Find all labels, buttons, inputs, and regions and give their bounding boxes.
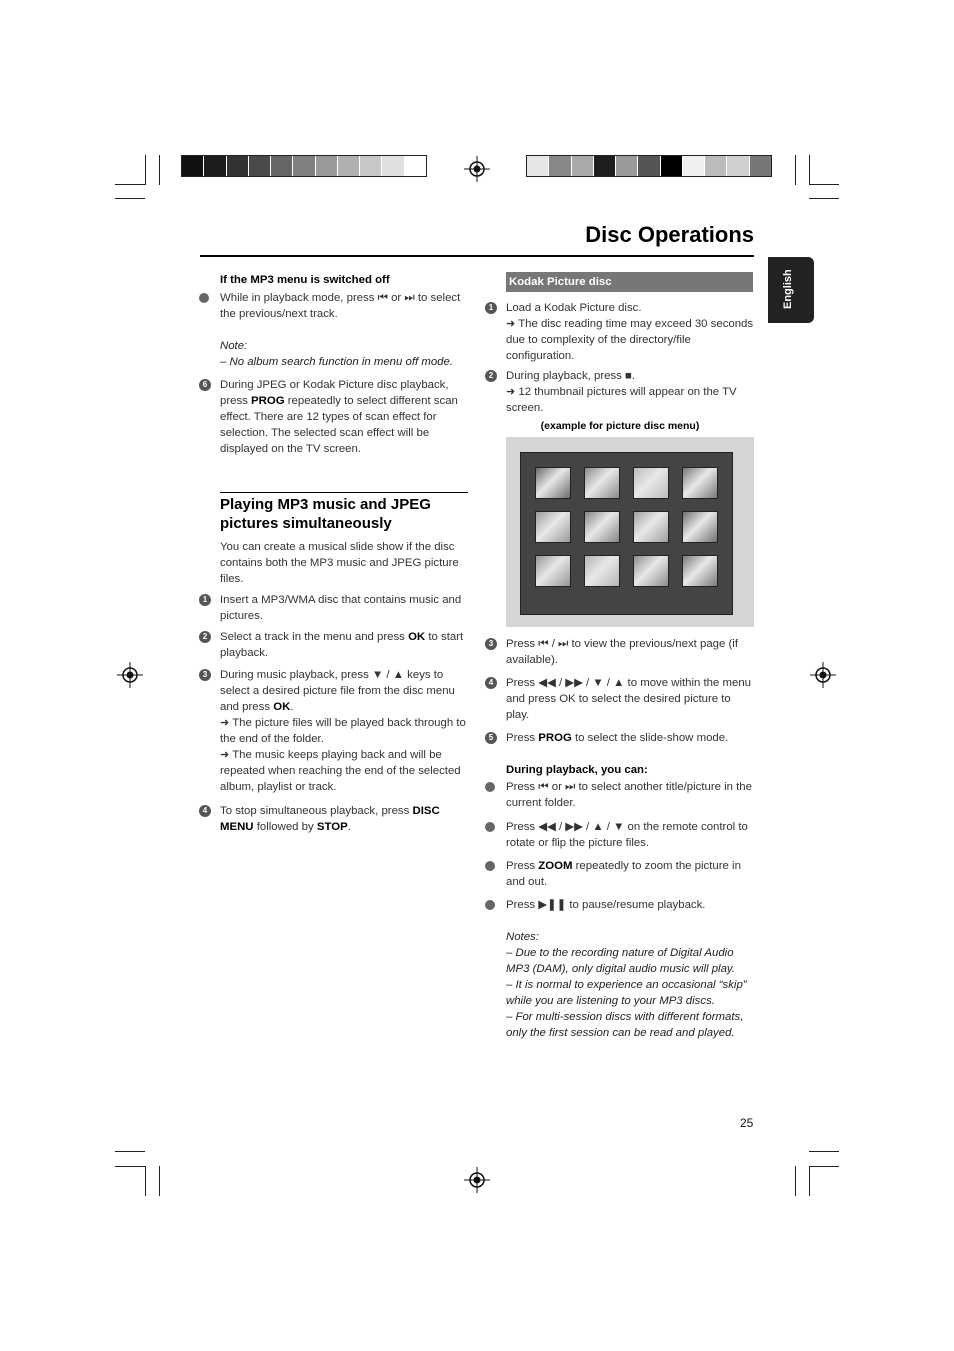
note-text: – No album search function in menu off mode. bbox=[220, 356, 454, 368]
thumbnail-image bbox=[535, 555, 571, 587]
color-swatch-bar-left bbox=[181, 155, 427, 177]
registration-mark-icon bbox=[117, 662, 143, 688]
color-swatch bbox=[683, 156, 705, 176]
color-swatch bbox=[705, 156, 727, 176]
registration-mark-icon bbox=[464, 156, 490, 182]
thumbnail-image bbox=[633, 467, 669, 499]
play-pause-icon: ▶❚❚ bbox=[538, 899, 567, 911]
left-column bbox=[200, 272, 468, 835]
color-swatch bbox=[527, 156, 549, 176]
color-swatch bbox=[360, 156, 382, 176]
color-swatch bbox=[227, 156, 249, 176]
thumbnail-image bbox=[633, 511, 669, 543]
thumbnail-image bbox=[535, 511, 571, 543]
down-up-arrows-icon: ▼ / ▲ bbox=[371, 669, 404, 681]
list-item: 4 To stop simultaneous playback, press DISC MENU followed by STOP. bbox=[200, 803, 468, 835]
thumbnail-image bbox=[682, 555, 718, 587]
color-swatch bbox=[293, 156, 315, 176]
color-swatch bbox=[338, 156, 360, 176]
thumbnail-image bbox=[633, 555, 669, 587]
color-swatch bbox=[405, 156, 426, 176]
list-item: While in playback mode, press ⏮ or ⏭ to select the previous/next track. bbox=[200, 290, 468, 322]
during-playback-heading: During playback, you can: bbox=[506, 764, 648, 776]
mp3-menu-off-heading: If the MP3 menu is switched off bbox=[220, 274, 390, 286]
arrow-right-icon: ➜ bbox=[220, 717, 230, 729]
list-item: 1 Insert a MP3/WMA disc that contains music and pictures. bbox=[200, 592, 468, 624]
thumbnail-image bbox=[584, 555, 620, 587]
color-swatch bbox=[382, 156, 404, 176]
list-item: 5 Press PROG to select the slide-show mode. bbox=[486, 730, 754, 746]
page-title: Disc Operations bbox=[585, 222, 754, 247]
color-swatch bbox=[638, 156, 660, 176]
thumbnail-image bbox=[584, 511, 620, 543]
registration-mark-icon bbox=[810, 662, 836, 688]
note-text: – Due to the recording nature of Digital Audio MP3 (DAM), only digital audio music will play. bbox=[506, 947, 735, 975]
language-label: English bbox=[782, 269, 794, 309]
navigation-arrows-icon: ◀◀ / ▶▶ / ▼ / ▲ bbox=[538, 677, 625, 689]
color-swatch-bar-right bbox=[526, 155, 772, 177]
arrow-right-icon: ➜ bbox=[220, 749, 230, 761]
previous-page-icon: ⏮ bbox=[670, 1047, 681, 1061]
arrow-right-icon: ➜ bbox=[506, 386, 516, 398]
stop-icon: ■ bbox=[625, 370, 632, 382]
prev-next-icon: ⏮ / ⏭ bbox=[538, 638, 569, 650]
step-number: 3 bbox=[199, 669, 211, 681]
arrow-right-icon: ➜ bbox=[506, 318, 516, 330]
right-column-top bbox=[486, 300, 754, 434]
thumbnail-image bbox=[682, 467, 718, 499]
bullet-icon bbox=[485, 861, 495, 871]
color-swatch bbox=[182, 156, 204, 176]
color-swatch bbox=[249, 156, 271, 176]
step-number: 1 bbox=[485, 302, 497, 314]
color-swatch bbox=[594, 156, 616, 176]
list-item: Press ◀◀ / ▶▶ / ▲ / ▼ on the remote control to rotate or flip the picture files. bbox=[486, 819, 754, 851]
note-label: Note: bbox=[220, 340, 248, 352]
list-item: 4 Press ◀◀ / ▶▶ / ▼ / ▲ to move within the menu and press OK to select the desired picture to play. bbox=[486, 675, 754, 723]
step-number: 4 bbox=[199, 805, 211, 817]
color-swatch bbox=[204, 156, 226, 176]
list-item: Press ▶❚❚ to pause/resume playback. bbox=[486, 897, 754, 913]
section-heading: Playing MP3 music and JPEG pictures simultaneously bbox=[220, 496, 431, 532]
step-number: 5 bbox=[485, 732, 497, 744]
bullet-icon bbox=[485, 900, 495, 910]
list-item: 3 Press ⏮ / ⏭ to view the previous/next page (if available). bbox=[486, 636, 754, 668]
step-number: 2 bbox=[485, 370, 497, 382]
bullet-icon bbox=[199, 293, 209, 303]
color-swatch bbox=[750, 156, 771, 176]
list-item: 1 Load a Kodak Picture disc. ➜ The disc reading time may exceed 30 seconds due to complexity of the directory/file configuration. bbox=[486, 300, 754, 364]
list-item: Press ZOOM repeatedly to zoom the picture in and out. bbox=[486, 858, 754, 890]
thumbnail-image bbox=[682, 511, 718, 543]
bullet-icon bbox=[485, 822, 495, 832]
thumbnail-image bbox=[535, 467, 571, 499]
thumbnail-image bbox=[584, 467, 620, 499]
color-swatch bbox=[549, 156, 571, 176]
kodak-heading: Kodak Picture disc bbox=[506, 272, 753, 292]
play-icon: ▶ bbox=[635, 1047, 645, 1061]
next-page-icon: ⏭ bbox=[703, 1047, 714, 1061]
step-number: 3 bbox=[485, 638, 497, 650]
language-tab bbox=[768, 257, 814, 323]
notes-label: Notes: bbox=[506, 931, 539, 943]
color-swatch bbox=[616, 156, 638, 176]
rotate-flip-arrows-icon: ◀◀ / ▶▶ / ▲ / ▼ bbox=[538, 821, 625, 833]
color-swatch bbox=[271, 156, 293, 176]
color-swatch bbox=[572, 156, 594, 176]
step-number: 2 bbox=[199, 631, 211, 643]
color-swatch bbox=[316, 156, 338, 176]
step-number: 1 bbox=[199, 594, 211, 606]
color-swatch bbox=[727, 156, 749, 176]
page-number: 25 bbox=[740, 1116, 754, 1130]
note-text: – It is normal to experience an occasional “skip” while you are listening to your MP3 discs. bbox=[506, 979, 747, 1007]
list-item: Press ⏮ or ⏭ to select another title/picture in the current folder. bbox=[486, 779, 754, 811]
right-column-bottom bbox=[486, 636, 754, 1041]
title-rule bbox=[200, 255, 754, 257]
list-item: 2 Select a track in the menu and press OK to start playback. bbox=[200, 629, 468, 661]
step-number: 6 bbox=[199, 379, 211, 391]
intro-text: You can create a musical slide show if the disc contains both the MP3 music and JPEG picture files. bbox=[220, 541, 459, 585]
next-track-icon: ⏭ bbox=[565, 781, 576, 793]
list-item: 3 During music playback, press ▼ / ▲ keys to select a desired picture file from the disc menu and press OK. ➜ The picture files will be played back through to the end of the folder. ➜ The music keeps playing back and will be repeated when reaching the end of the selected album, playlist or track. bbox=[200, 667, 468, 795]
color-swatch bbox=[661, 156, 683, 176]
prev-track-icon: ⏮ bbox=[538, 781, 549, 793]
figure-caption: (example for picture disc menu) bbox=[540, 420, 700, 432]
note-text: – For multi-session discs with different formats, only the first session can be read and played. bbox=[506, 1011, 744, 1039]
registration-mark-icon bbox=[464, 1167, 490, 1193]
list-item: 6 During JPEG or Kodak Picture disc playback, press PROG repeatedly to select different scan effect. There are 12 types of scan effect for selection. The selected scan effect will be displayed on the TV screen. bbox=[200, 377, 468, 457]
list-item: 2 During playback, press ■. ➜ 12 thumbnail pictures will appear on the TV screen. bbox=[486, 368, 754, 416]
next-track-icon: ⏭ bbox=[404, 292, 415, 304]
bullet-icon bbox=[485, 782, 495, 792]
prev-track-icon: ⏮ bbox=[377, 292, 388, 304]
step-number: 4 bbox=[485, 677, 497, 689]
